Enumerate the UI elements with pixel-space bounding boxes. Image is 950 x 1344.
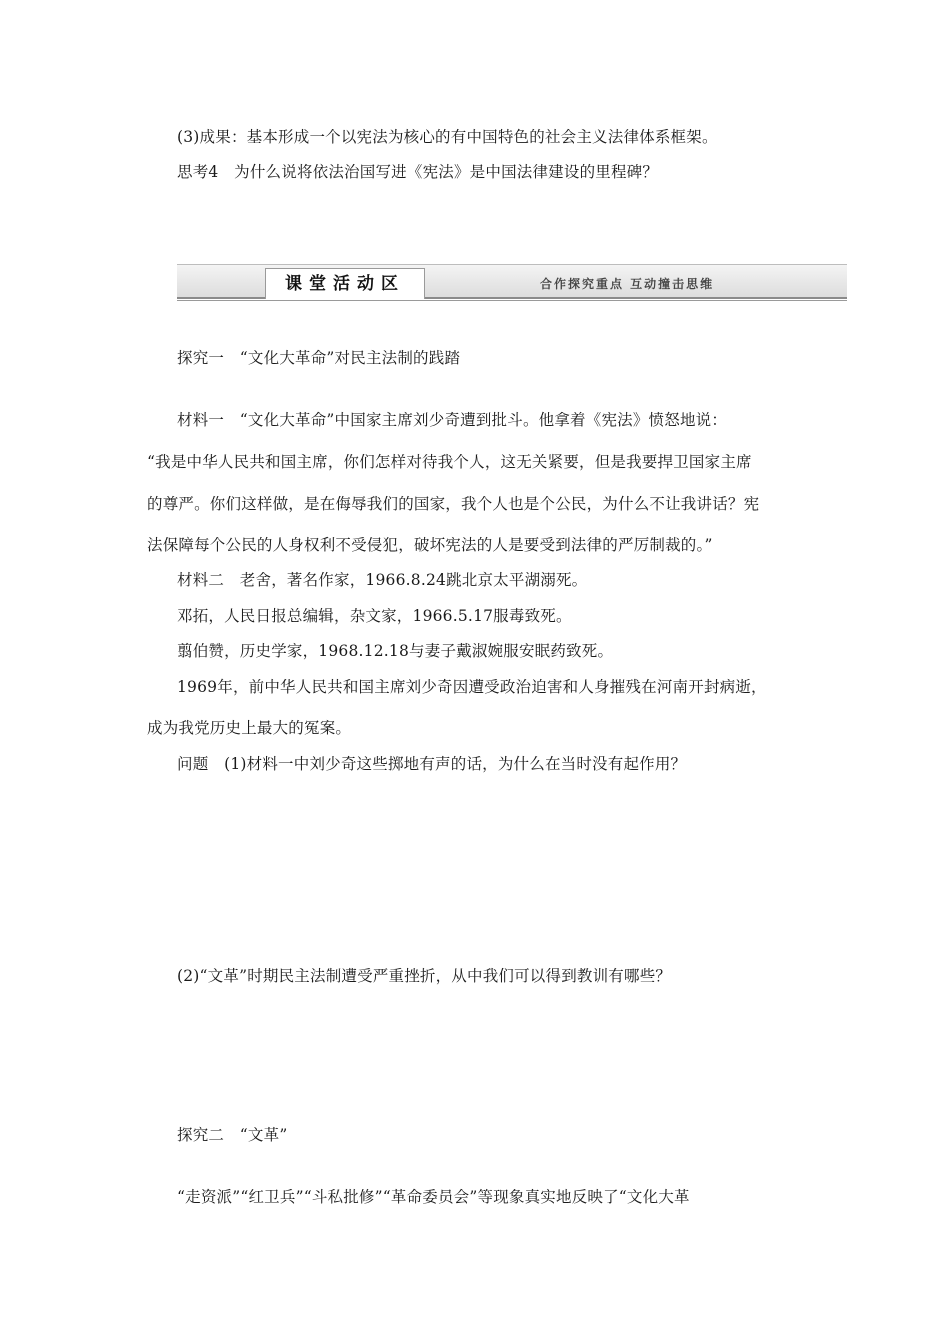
material-2-line: 邓拓，人民日报总编辑，杂文家，1966.5.17服毒致死。 <box>177 607 572 625</box>
question-1: 问题 (1)材料一中刘少奇这些掷地有声的话，为什么在当时没有起作用？ <box>177 755 687 773</box>
material-2-line: 翦伯赞，历史学家，1968.12.18与妻子戴淑婉服安眠药致死。 <box>177 642 614 660</box>
material-1-line: 法保障每个公民的人身权利不受侵犯，破坏宪法的人是要受到法律的严厉制裁的。” <box>147 536 713 554</box>
inquiry-1-heading: 探究一 “文化大革命”对民主法制的践踏 <box>177 349 461 367</box>
section-banner <box>177 264 847 302</box>
material-2-line: 成为我党历史上最大的冤案。 <box>147 719 352 737</box>
think-question-4: 思考4 为什么说将依法治国写进《宪法》是中国法律建设的里程碑？ <box>177 163 659 181</box>
inquiry-2-body: “走资派”“红卫兵”“斗私批修”“革命委员会”等现象真实地反映了“文化大革 <box>177 1188 690 1206</box>
material-2-line: 材料二 老舍，著名作家，1966.8.24跳北京太平湖溺死。 <box>177 571 588 589</box>
banner-tagline: 合作探究重点 互动撞击思维 <box>540 277 715 291</box>
material-1-line: “我是中华人民共和国主席，你们怎样对待我个人，这无关紧要，但是我要捍卫国家主席 <box>147 453 752 471</box>
inquiry-2-heading: 探究二 “文革” <box>177 1126 288 1144</box>
banner-divider-thin <box>177 300 847 301</box>
material-1-line: 的尊严。你们这样做，是在侮辱我们的国家，我个人也是个公民，为什么不让我讲话？宪 <box>147 495 760 513</box>
question-2: (2)“文革”时期民主法制遭受严重挫折，从中我们可以得到教训有哪些？ <box>177 967 672 985</box>
result-line: (3)成果：基本形成一个以宪法为核心的有中国特色的社会主义法律体系框架。 <box>177 128 718 146</box>
material-1-line: 材料一 “文化大革命”中国家主席刘少奇遭到批斗。他拿着《宪法》愤怒地说： <box>177 411 728 429</box>
banner-title: 课堂活动区 <box>265 268 425 299</box>
material-2-line: 1969年，前中华人民共和国主席刘少奇因遭受政治迫害和人身摧残在河南开封病逝， <box>177 678 767 696</box>
